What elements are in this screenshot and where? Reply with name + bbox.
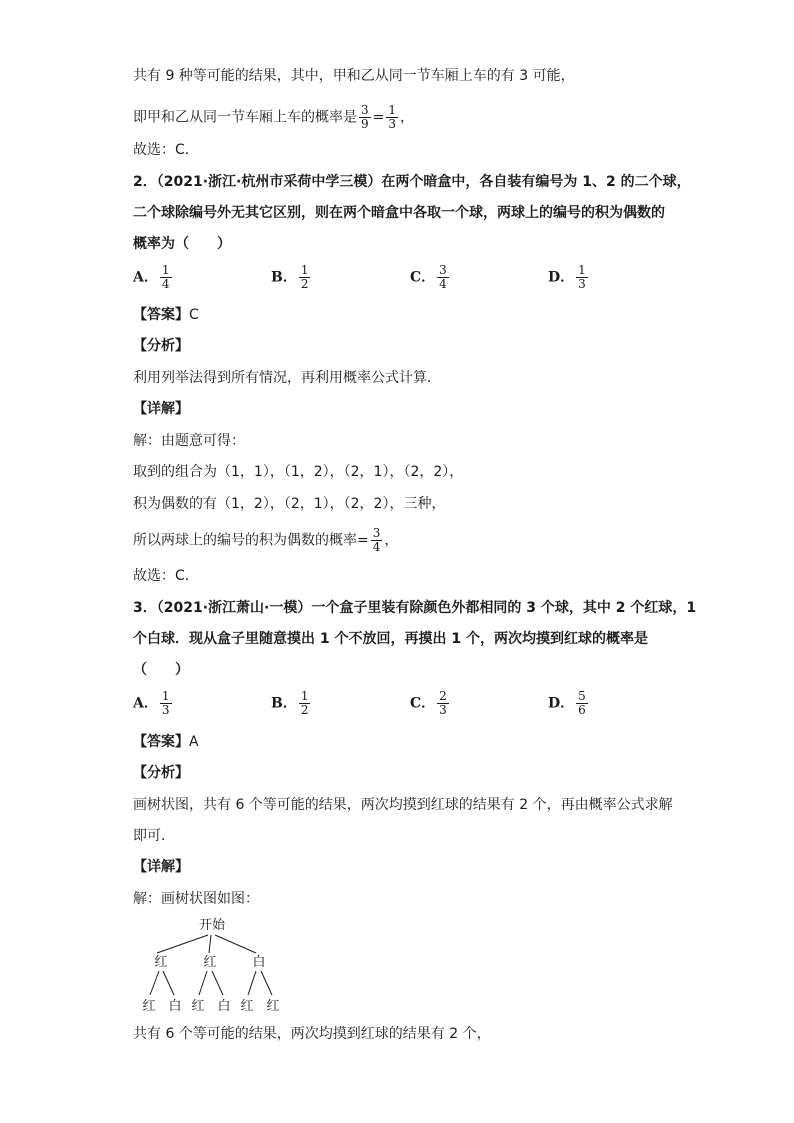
fraction-denominator: 2 — [300, 703, 309, 717]
option-fraction — [576, 690, 588, 717]
tree-node-level2: 红 — [266, 999, 280, 1014]
probability-suffix: ， — [384, 532, 399, 549]
option-letter: D． — [548, 269, 575, 286]
fraction-denominator: 3 — [161, 703, 170, 717]
fraction-numerator: 2 — [439, 689, 447, 703]
q2-conclusion: 故选：C． — [133, 568, 199, 584]
fraction-numerator: 3 — [361, 103, 369, 117]
q3-detail-line-1: 解：画树状图如图： — [133, 891, 259, 907]
q2-analysis-label: 【分析】 — [133, 338, 189, 354]
fraction-denominator: 3 — [578, 277, 586, 291]
tree-node-level2: 红 — [240, 999, 254, 1014]
q2-probability-line — [133, 527, 398, 554]
tree-edge — [248, 971, 256, 995]
fraction-numerator: 1 — [300, 689, 309, 703]
fraction-denominator: 4 — [161, 277, 170, 291]
fraction-denominator: 4 — [372, 540, 381, 554]
q2-stem-line-1: 2．（2021·浙江·杭州市采荷中学三模）在两个暗盒中，各自装有编号为 1、2 的二个球， — [133, 174, 691, 190]
q2-option-c — [410, 264, 451, 291]
q3-option-d — [548, 690, 590, 717]
intro-line-2-prefix: 即甲和乙从同一节车厢上车的概率是 — [133, 109, 357, 126]
fraction-3-9 — [359, 104, 371, 131]
tree-edge — [209, 935, 211, 953]
option-fraction — [160, 690, 172, 717]
option-letter: B． — [271, 269, 297, 286]
tree-node-level1: 红 — [154, 955, 168, 970]
fraction-denominator: 3 — [388, 117, 397, 131]
intro-line-2 — [133, 104, 414, 131]
tree-node-level1: 红 — [203, 955, 217, 970]
probability-prefix: 所以两球上的编号的积为偶数的概率= — [133, 532, 369, 549]
fraction-numerator: 1 — [300, 263, 309, 277]
fraction-numerator: 5 — [578, 689, 586, 703]
option-fraction — [299, 264, 311, 291]
q2-detail-line-1: 解：由题意可得： — [133, 433, 245, 449]
option-letter: C． — [410, 269, 436, 286]
intro-line-3: 故选：C． — [133, 142, 199, 158]
q3-option-c — [410, 690, 451, 717]
q3-stem-line-1: 3．（2021·浙江萧山·一模）一个盒子里装有除颜色外都相同的 3 个球，其中 2 个红球，1 — [133, 600, 697, 616]
answer-value: A — [189, 734, 199, 750]
tree-root: 开始 — [198, 918, 226, 933]
tree-node-level2: 白 — [217, 999, 231, 1014]
fraction-denominator: 2 — [300, 277, 309, 291]
fraction-numerator: 1 — [161, 689, 170, 703]
tree-node-level2: 白 — [168, 999, 182, 1014]
tree-edge — [163, 971, 174, 995]
intro-line-2-suffix: ， — [400, 109, 415, 126]
fraction-3-4 — [371, 527, 383, 554]
q3-option-b — [271, 690, 312, 717]
equals-sign: = — [372, 109, 385, 126]
q3-detail-label: 【详解】 — [133, 859, 189, 875]
intro-line-1: 共有 9 种等可能的结果，其中，甲和乙从同一节车厢上车的有 3 可能， — [133, 68, 575, 84]
answer-label: 【答案】 — [133, 734, 189, 750]
option-letter: A． — [133, 269, 158, 286]
tree-node-level2: 红 — [191, 999, 205, 1014]
option-fraction — [576, 264, 588, 291]
tree-node-level1: 白 — [252, 955, 266, 970]
q2-analysis-text: 利用列举法得到所有情况，再利用概率公式计算． — [133, 370, 441, 386]
q3-stem-line-3: （ ） — [133, 662, 189, 678]
q3-answer — [133, 732, 199, 752]
q2-option-a — [133, 264, 174, 291]
q2-answer — [133, 305, 199, 325]
fraction-1-3 — [386, 104, 398, 131]
q2-stem-line-2: 二个球除编号外无其它区别，则在两个暗盒中各取一个球，两球上的编号的积为偶数的 — [133, 205, 665, 221]
q2-detail-label: 【详解】 — [133, 401, 189, 417]
fraction-denominator: 6 — [578, 703, 586, 717]
option-fraction — [299, 690, 311, 717]
q2-detail-line-2: 取到的组合为（1，1），（1，2），（2，1），（2，2）， — [133, 464, 464, 480]
fraction-denominator: 4 — [439, 277, 447, 291]
option-letter: A． — [133, 695, 158, 712]
option-letter: B． — [271, 695, 297, 712]
q2-option-b — [271, 264, 312, 291]
fraction-numerator: 1 — [388, 103, 397, 117]
q2-option-d — [548, 264, 590, 291]
tree-edge — [199, 971, 207, 995]
fraction-denominator: 3 — [439, 703, 447, 717]
tree-edge — [212, 971, 223, 995]
q3-option-a — [133, 690, 174, 717]
q3-analysis-line-2: 即可． — [133, 828, 175, 844]
option-letter: C． — [410, 695, 436, 712]
fraction-numerator: 3 — [372, 526, 381, 540]
option-letter: D． — [548, 695, 575, 712]
tree-edge — [157, 935, 208, 953]
q3-final-line: 共有 6 个等可能的结果，两次均摸到红球的结果有 2 个， — [133, 1026, 491, 1042]
answer-value: C — [189, 307, 199, 323]
tree-edge — [215, 935, 256, 953]
tree-edge — [150, 971, 159, 995]
tree-node-level2: 红 — [142, 999, 156, 1014]
q3-analysis-label: 【分析】 — [133, 765, 189, 781]
option-fraction — [160, 264, 172, 291]
fraction-denominator: 9 — [361, 117, 369, 131]
fraction-numerator: 3 — [439, 263, 447, 277]
tree-diagram — [133, 913, 303, 1018]
fraction-numerator: 1 — [578, 263, 586, 277]
q3-stem-line-2: 个白球．现从盒子里随意摸出 1 个不放回，再摸出 1 个，两次均摸到红球的概率是 — [133, 631, 648, 647]
fraction-numerator: 1 — [161, 263, 170, 277]
answer-label: 【答案】 — [133, 307, 189, 323]
q3-analysis-line-1: 画树状图，共有 6 个等可能的结果，两次均摸到红球的结果有 2 个，再由概率公式求解 — [133, 797, 673, 813]
q2-stem-line-3: 概率为（ ） — [133, 236, 231, 252]
option-fraction — [437, 264, 449, 291]
option-fraction — [437, 690, 449, 717]
q2-detail-line-3: 积为偶数的有（1，2），（2，1），（2，2），三种， — [133, 496, 446, 512]
tree-edge — [261, 971, 272, 995]
